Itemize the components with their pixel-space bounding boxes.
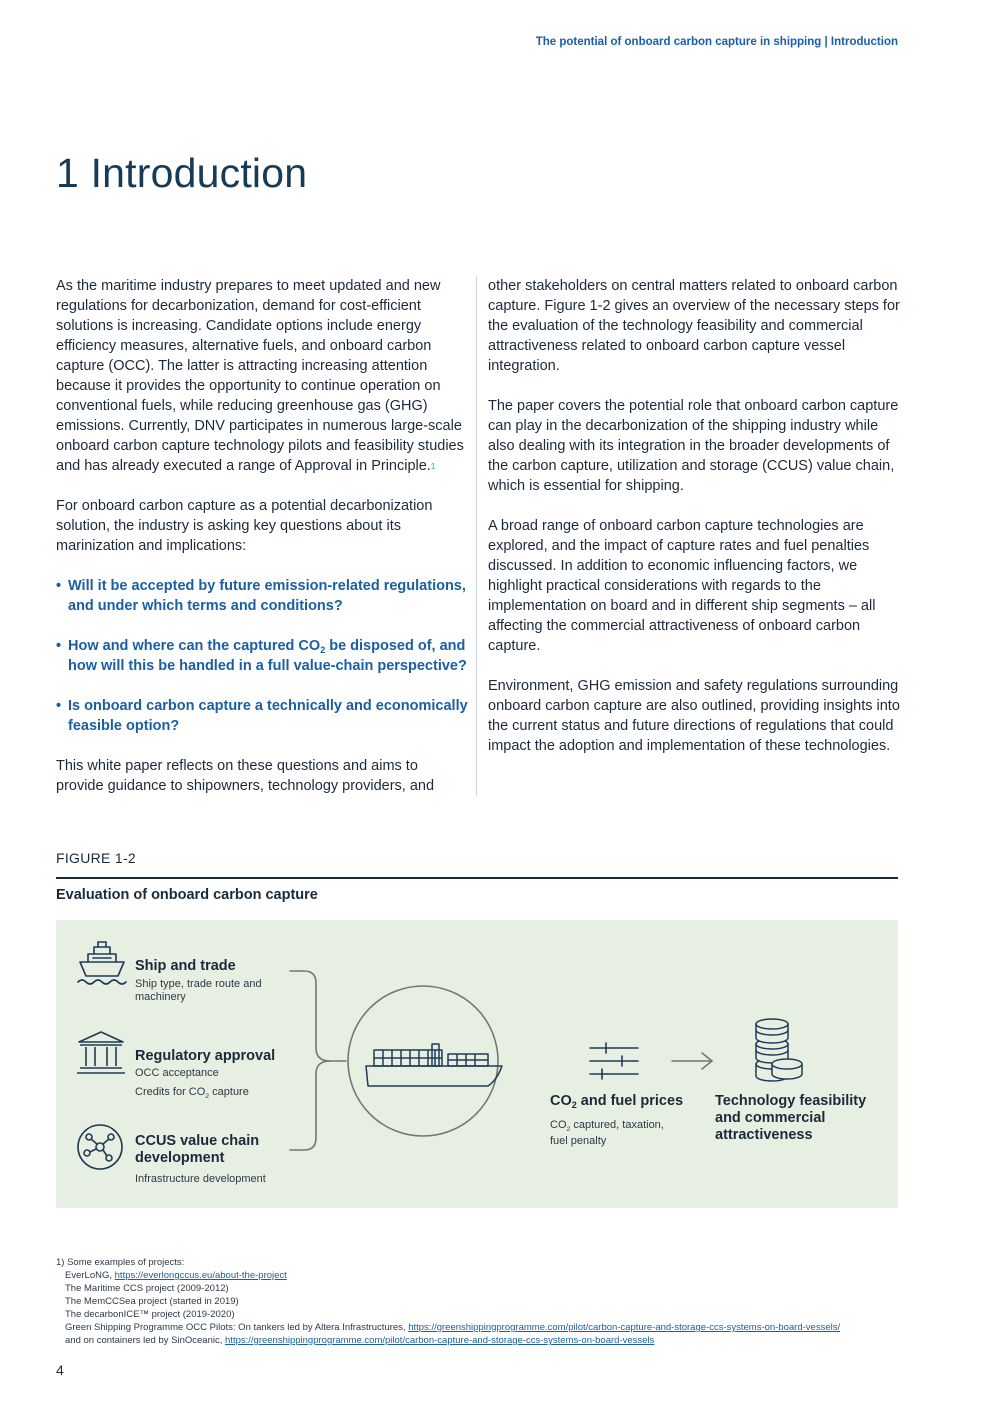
bullet: • bbox=[56, 638, 62, 654]
regulatory-title: Regulatory approval bbox=[135, 1048, 276, 1064]
bullet: • bbox=[56, 698, 62, 714]
prices-subtitle: $CO_2$ captured, taxation, fuel penalty bbox=[550, 1119, 664, 1147]
footnote-link[interactable]: https://everlongccus.eu/about-the-project bbox=[114, 1270, 287, 1281]
coins-icon bbox=[756, 1019, 802, 1081]
page-title: 1 Introduction bbox=[56, 150, 308, 196]
sliders-icon bbox=[590, 1043, 638, 1079]
bracket-bottom bbox=[290, 1061, 330, 1150]
footnote-intro: 1) Some examples of projects: bbox=[56, 1257, 185, 1268]
figure-title: Evaluation of onboard carbon capture bbox=[56, 887, 318, 903]
question-text: Is onboard carbon capture a technically and economically feasible option? bbox=[68, 698, 468, 734]
footnote-line: and on containers led by SinOceanic, https://greenshippingprogramme.com/pilot/carbon-capture-and-storage-ccs-systems-on-board-vessels bbox=[65, 1335, 655, 1346]
question-item bbox=[56, 576, 468, 616]
ship-trade-subtitle: Ship type, trade route and machinery bbox=[135, 978, 262, 1003]
text-column-right bbox=[488, 276, 900, 776]
paragraph: For onboard carbon capture as a potential decarbonization solution, the industry is asking key questions about its marinization and implications: bbox=[56, 498, 433, 554]
footnote-line: EverLoNG, https://everlongccus.eu/about-the-project bbox=[65, 1270, 287, 1281]
paragraph: Environment, GHG emission and safety regulations surrounding onboard carbon capture are also outlined, providing insights into the current status and future directions of regulations that could impact the adoption and implementation of these technologies. bbox=[488, 678, 900, 754]
regulatory-credits: Credits for $CO_2$ capture bbox=[135, 1086, 249, 1100]
figure-panel bbox=[56, 920, 898, 1208]
container-ship-icon bbox=[366, 1044, 502, 1086]
footnote-line: The MemCCSea project (started in 2019) bbox=[65, 1296, 239, 1307]
header-separator: | bbox=[821, 36, 831, 48]
page-number: 4 bbox=[56, 1362, 64, 1378]
footnote-line: Green Shipping Programme OCC Pilots: On tankers led by Altera Infrastructures, https://greenshippingprogramme.com/pilot/carbon-capture-and-storage-ccs-systems-on-board-vessels/ bbox=[65, 1322, 841, 1333]
figure-rule bbox=[56, 877, 898, 879]
bracket-top bbox=[290, 971, 330, 1061]
footnote-line: The decarbonICE™ project (2019-2020) bbox=[65, 1309, 235, 1320]
footnote-line: The Maritime CCS project (2009-2012) bbox=[65, 1283, 229, 1294]
column-divider bbox=[476, 276, 477, 796]
paragraph: The paper covers the potential role that onboard carbon capture can play in the decarbonization of the shipping industry while also dealing with its integration in the broader developments of the carbon capture, utilization and storage (CCUS) value chain, which is essential for shipping. bbox=[488, 398, 899, 494]
header-title: The potential of onboard carbon capture in shipping bbox=[535, 36, 822, 48]
ship-trade-title: Ship and trade bbox=[135, 958, 236, 974]
running-header bbox=[536, 36, 898, 48]
paragraph: A broad range of onboard carbon capture technologies are explored, and the impact of capture rates and fuel penalties discussed. In addition to economic influencing factors, we highlight practical considerations with regards to the implementation on board and in different ship segments – all affecting the commercial attractiveness of onboard carbon capture. bbox=[488, 518, 876, 654]
question-item bbox=[56, 636, 468, 676]
bullet: • bbox=[56, 578, 62, 594]
question-text: How and where can the captured $CO_2$ be disposed of, and how will this be handled in a full value-chain perspective? bbox=[68, 638, 467, 674]
ccus-subtitle: Infrastructure development bbox=[135, 1173, 266, 1185]
prices-title: $CO_2$ and fuel prices bbox=[550, 1093, 684, 1110]
figure-label: FIGURE 1-2 bbox=[56, 850, 137, 866]
paragraph: other stakeholders on central matters related to onboard carbon capture. Figure 1-2 gives an overview of the necessary steps for the evaluation of the technology feasibility and commercial attractiveness related to onboard carbon capture vessel integration. bbox=[488, 278, 900, 374]
question-text: Will it be accepted by future emission-related regulations, and under which terms and conditions? bbox=[68, 578, 466, 614]
result-title: Technology feasibility and commercial attractiveness bbox=[715, 1093, 867, 1143]
question-item bbox=[56, 696, 468, 736]
paragraph bbox=[56, 276, 468, 476]
footnote-link[interactable]: https://greenshippingprogramme.com/pilot/carbon-capture-and-storage-ccs-systems-on-board-vessels bbox=[225, 1335, 655, 1346]
header-section: Introduction bbox=[830, 36, 898, 48]
text-column-left bbox=[56, 276, 468, 816]
paragraph: This white paper reflects on these questions and aims to provide guidance to shipowners, technology providers, and bbox=[56, 758, 435, 794]
footnotes bbox=[56, 1256, 840, 1347]
footnote-link[interactable]: https://greenshippingprogramme.com/pilot/carbon-capture-and-storage-ccs-systems-on-board-vessels/ bbox=[408, 1322, 841, 1333]
flow-diagram bbox=[56, 920, 898, 1208]
regulatory-subtitle: OCC acceptance bbox=[135, 1067, 219, 1079]
paragraph-text: As the maritime industry prepares to meet updated and new regulations for decarbonization, demand for cost-efficient solutions is increasing. Candidate options include energy efficiency measures, alternative fuels, and onboard carbon capture (OCC). The latter is attracting increasing attention because it provides the opportunity to continue operation on conventional fuels, while reducing greenhouse gas (GHG) emissions. Currently, DNV participates in numerous large-scale onboard carbon capture technology pilots and feasibility studies and has already executed a range of Approval in Principle. bbox=[56, 278, 464, 474]
footnote-ref[interactable]: 1 bbox=[430, 462, 436, 471]
ccus-title: CCUS value chain development bbox=[135, 1133, 260, 1166]
